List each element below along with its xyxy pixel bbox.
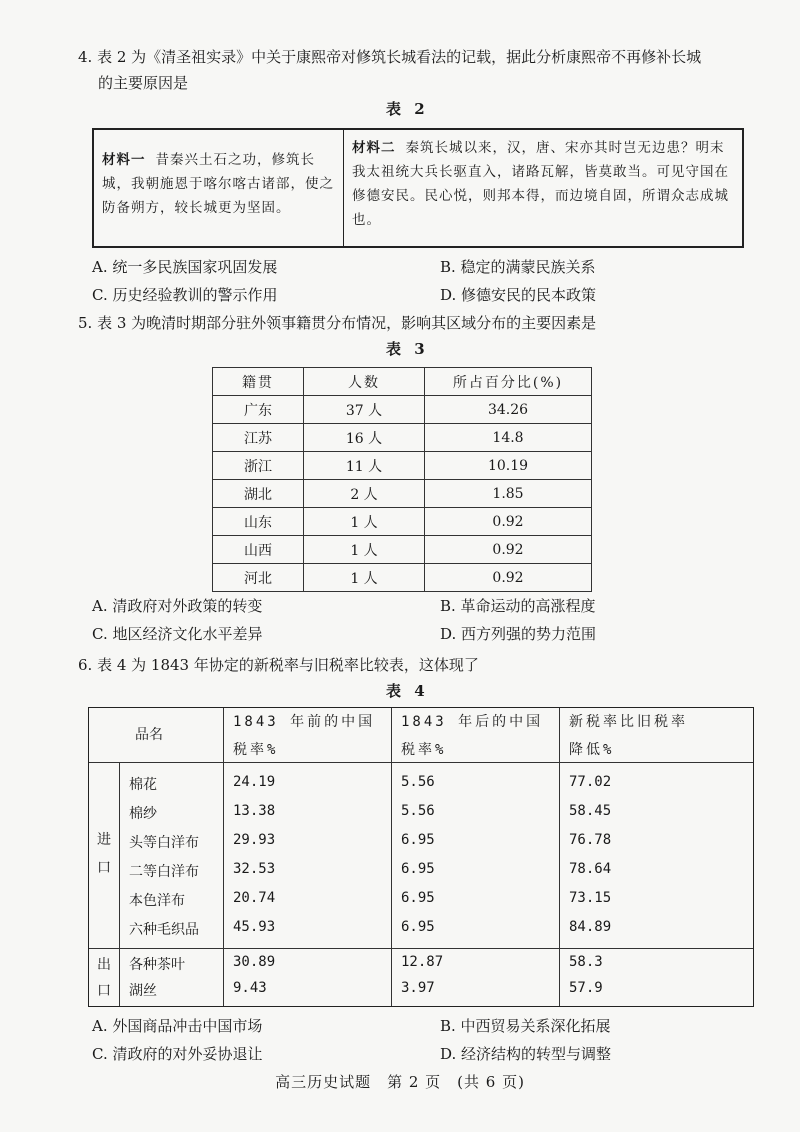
q6-option-a: A. 外国商品冲击中国市场 <box>92 1017 263 1035</box>
table4-header-drop <box>569 708 688 764</box>
table3-cell: 1 人 <box>304 564 425 592</box>
table3-cell: 1 人 <box>304 536 425 564</box>
table3-cell: 0.92 <box>425 564 592 592</box>
material2-text: 秦筑长城以来，汉，唐、宋亦其时岂无边患？明末我太祖统大兵长驱直入，诸路瓦解，皆莫敢当。可见守国在修德安民。民心悦，则邦本得，而边境自固，所谓众志成城也。 <box>352 140 729 228</box>
table3-cell: 37 人 <box>304 396 425 424</box>
table2-material2 <box>344 130 742 246</box>
table3-title: 表 3 <box>386 340 429 358</box>
table3-cell: 14.8 <box>425 424 592 452</box>
rate-drop: 77.02 <box>569 774 612 790</box>
q6-option-c: C. 清政府的对外妥协退让 <box>92 1045 263 1063</box>
export-label-2: 口 <box>97 983 111 999</box>
table3-cell: 山西 <box>213 536 304 564</box>
table3-cell: 浙江 <box>213 452 304 480</box>
table-row <box>213 424 592 452</box>
rate-drop: 76.78 <box>569 832 612 848</box>
table4 <box>88 707 754 1007</box>
item-name: 各种茶叶 <box>129 957 185 973</box>
table3-cell: 湖北 <box>213 480 304 508</box>
table3-cell: 1.85 <box>425 480 592 508</box>
table3-cell: 山东 <box>213 508 304 536</box>
rate-before: 30.89 <box>233 954 276 970</box>
table2-material1 <box>94 130 344 246</box>
table4-header-name: 品名 <box>135 727 163 743</box>
rate-drop: 57.9 <box>569 980 603 996</box>
rate-before: 20.74 <box>233 890 276 906</box>
table3-header-row <box>213 368 592 396</box>
table3-cell: 1 人 <box>304 508 425 536</box>
header-after-line1: 1843 年后的中国 <box>401 714 544 730</box>
table3 <box>212 367 592 592</box>
table4-header-after <box>401 708 543 764</box>
item-name: 二等白洋布 <box>129 864 199 880</box>
q5-option-a: A. 清政府对外政策的转变 <box>92 597 263 615</box>
material1-text: 昔秦兴土石之功，修筑长城，我朝施恩于喀尔喀古诸部，使之防备朔方，较长城更为坚固。 <box>102 152 334 216</box>
table3-header: 人数 <box>304 368 425 396</box>
table4-gridline <box>391 708 392 1006</box>
q5-option-d: D. 西方列强的势力范围 <box>440 625 597 643</box>
rate-after: 3.97 <box>401 980 435 996</box>
table4-header-before <box>233 708 375 764</box>
rate-drop: 78.64 <box>569 861 612 877</box>
item-name: 头等白洋布 <box>129 835 199 851</box>
q6-stem: 6. 表 4 为 1843 年协定的新税率与旧税率比较表，这体现了 <box>78 656 479 674</box>
q4-stem-line1: 4. 表 2 为《清圣祖实录》中关于康熙帝对修筑长城看法的记载，据此分析康熙帝不再修补长城 <box>78 48 702 66</box>
table-row <box>213 452 592 480</box>
header-before-line2: 税率% <box>233 742 279 758</box>
table3-cell: 11 人 <box>304 452 425 480</box>
rate-after: 6.95 <box>401 861 435 877</box>
table3-cell: 江苏 <box>213 424 304 452</box>
table-row <box>213 508 592 536</box>
table4-gridline <box>223 708 224 1006</box>
material1-label: 材料一 <box>102 152 146 168</box>
q6-option-d: D. 经济结构的转型与调整 <box>440 1045 612 1063</box>
table4-gridline <box>119 762 120 1006</box>
table2 <box>92 128 744 248</box>
page-footer: 高三历史试题 第 2 页 (共 6 页) <box>275 1073 525 1091</box>
rate-drop: 58.3 <box>569 954 603 970</box>
table3-cell: 2 人 <box>304 480 425 508</box>
table-row <box>213 480 592 508</box>
item-name: 棉花 <box>129 777 157 793</box>
import-label-1: 进 <box>97 832 111 848</box>
rate-before: 9.43 <box>233 980 267 996</box>
table3-cell: 34.26 <box>425 396 592 424</box>
item-name: 湖丝 <box>129 983 157 999</box>
q4-option-b: B. 稳定的满蒙民族关系 <box>440 258 596 276</box>
q4-stem <box>78 44 758 96</box>
table3-cell: 0.92 <box>425 508 592 536</box>
table2-title: 表 2 <box>386 100 429 118</box>
table3-header: 籍贯 <box>213 368 304 396</box>
import-label-2: 口 <box>97 860 111 876</box>
q4-stem-line2: 的主要原因是 <box>98 74 189 92</box>
rate-before: 32.53 <box>233 861 276 877</box>
q5-stem: 5. 表 3 为晚清时期部分驻外领事籍贯分布情况，影响其区域分布的主要因素是 <box>78 314 597 332</box>
rate-drop: 73.15 <box>569 890 612 906</box>
export-label-1: 出 <box>97 957 111 973</box>
q6-option-b: B. 中西贸易关系深化拓展 <box>440 1017 611 1035</box>
rate-drop: 58.45 <box>569 803 612 819</box>
table3-cell: 河北 <box>213 564 304 592</box>
table3-cell: 0.92 <box>425 536 592 564</box>
table-row <box>213 564 592 592</box>
table4-gridline <box>89 948 753 949</box>
rate-after: 12.87 <box>401 954 444 970</box>
rate-after: 6.95 <box>401 832 435 848</box>
q4-option-c: C. 历史经验教训的警示作用 <box>92 286 278 304</box>
item-name: 本色洋布 <box>129 893 185 909</box>
rate-drop: 84.89 <box>569 919 612 935</box>
header-after-line2: 税率% <box>401 742 447 758</box>
header-drop-line1: 新税率比旧税率 <box>569 714 688 730</box>
rate-after: 6.95 <box>401 919 435 935</box>
rate-after: 6.95 <box>401 890 435 906</box>
table3-cell: 16 人 <box>304 424 425 452</box>
table-row <box>213 536 592 564</box>
rate-after: 5.56 <box>401 774 435 790</box>
q5-option-c: C. 地区经济文化水平差异 <box>92 625 263 643</box>
table3-cell: 10.19 <box>425 452 592 480</box>
q4-option-d: D. 修德安民的民本政策 <box>440 286 597 304</box>
rate-before: 45.93 <box>233 919 276 935</box>
material2-label: 材料二 <box>352 140 396 156</box>
q4-option-a: A. 统一多民族国家巩固发展 <box>92 258 278 276</box>
table4-title: 表 4 <box>386 682 429 700</box>
table3-header: 所占百分比(%) <box>425 368 592 396</box>
header-drop-line2: 降低% <box>569 742 615 758</box>
header-before-line1: 1843 年前的中国 <box>233 714 376 730</box>
table4-gridline <box>559 708 560 1006</box>
table3-cell: 广东 <box>213 396 304 424</box>
rate-before: 29.93 <box>233 832 276 848</box>
rate-before: 13.38 <box>233 803 276 819</box>
table-row <box>213 396 592 424</box>
rate-before: 24.19 <box>233 774 276 790</box>
item-name: 六种毛织品 <box>129 922 199 938</box>
q5-option-b: B. 革命运动的高涨程度 <box>440 597 596 615</box>
rate-after: 5.56 <box>401 803 435 819</box>
item-name: 棉纱 <box>129 806 157 822</box>
